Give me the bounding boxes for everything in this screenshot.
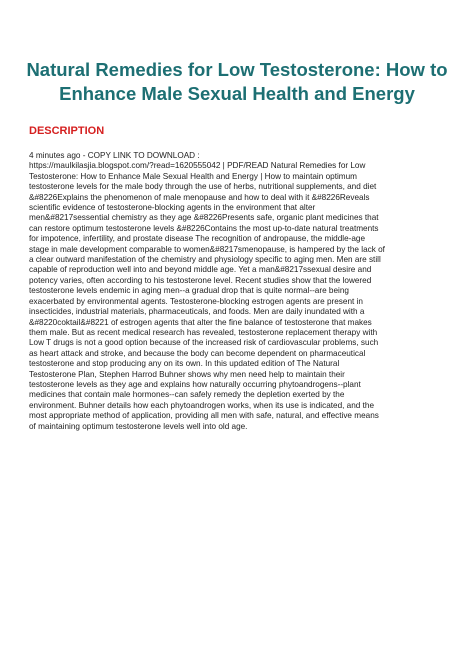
document-title: Natural Remedies for Low Testosterone: How to Enhance Male Sexual Health and Energy xyxy=(26,59,448,104)
description-heading: DESCRIPTION xyxy=(29,125,105,137)
description-body: 4 minutes ago - COPY LINK TO DOWNLOAD : https://maulkilasjia.blogspot.com/?read=1620555042 | PDF/READ Natural Remedies for Low Testosterone: How to Enhance Male Sexual Health and Energy | How to maintain optimum testosterone levels for the male body through the use of herbs, nutritional supplements, and diet &#8226Explains the phenomenon of male menopause and how to deal with it &#8226Reveals scientific evidence of testosterone-blocking agents in the environment that alter men&#8217sessential chemistry as they age &#8226Presents safe, organic plant medicines that can restore optimum testosterone levels &#8226Contains the most up-to-date natural treatments for impotence, infertility, and prostate disease The recognition of andropause, the middle-age stage in male development comparable to women&#8217smenopause, is hampered by the lack of a clear outward manifestation of the chemistry and physiology specific to aging men. Men are still capable of reproduction well into and beyond middle age. Yet a man&#8217ssexual desire and potency varies, often according to his testosterone level. Recent studies show that the lowered testosterone levels endemic in aging men--a gradual drop that is quite normal--are being exacerbated by environmental agents. Testosterone-blocking estrogen agents are present in insecticides, industrial materials, pharmaceuticals, and foods. Men are daily inundated with a &#8220coktail&#8221 of estrogen agents that alter the fine balance of testosterone that makes them male. But as recent medical research has revealed, testosterone replacement therapy with Low T drugs is not a good option because of the increased risk of cardiovascular problems, such as heart attack and stroke, and because the body can become dependent on pharmaceutical testosterone and stop producing any on its own. In this updated edition of The Natural Testosterone Plan, Stephen Harrod Buhner shows why men need help to maintain their testosterone levels as they age and explains how naturally occurring phytoandrogens--plant medicines that contain male hormones--can safely remedy the depletion exerted by the environment. Buhner details how each phytoandrogen works, when its use is indicated, and the most appropriate method of application, providing all men with safe, natural, and effective means of maintaining optimum testosterone levels well into old age. xyxy=(29,151,385,431)
